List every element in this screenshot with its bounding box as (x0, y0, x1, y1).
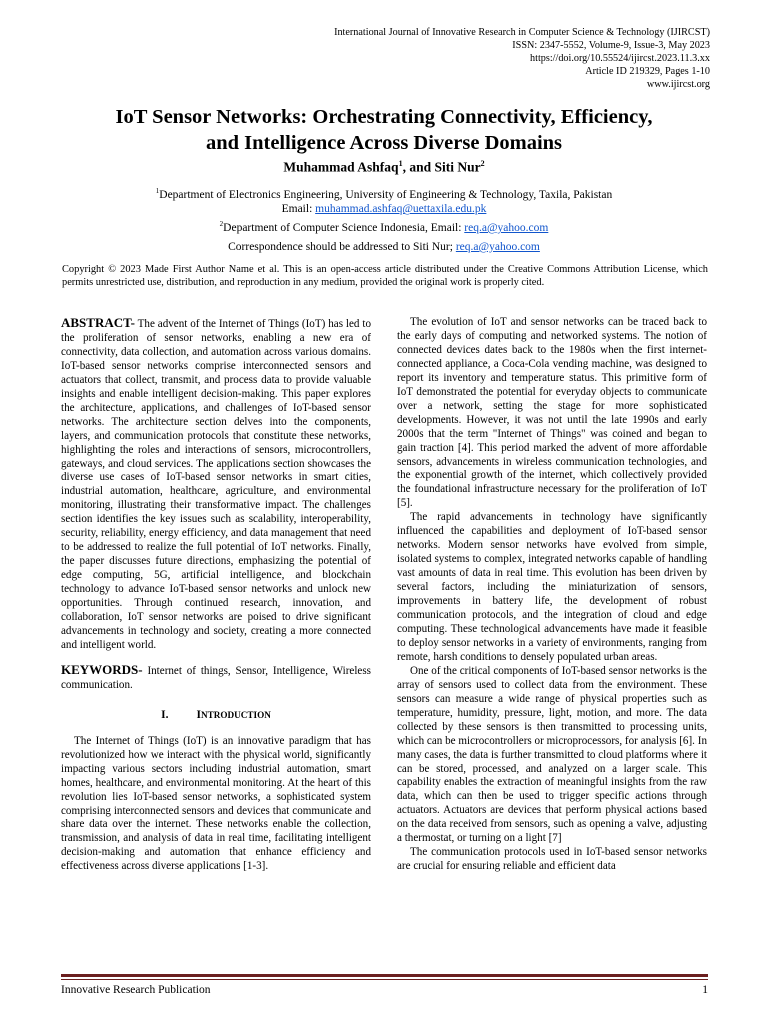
affiliation-1 (0, 184, 768, 202)
author-list (0, 159, 768, 176)
footer-publisher: Innovative Research Publication (61, 984, 211, 996)
email-link-1[interactable]: muhammad.ashfaq@uettaxila.edu.pk (315, 203, 487, 216)
author-2-sup: 2 (480, 159, 485, 168)
affiliations (0, 184, 768, 235)
affiliation-1-sup: 1 (155, 187, 160, 195)
correspondence-email-link[interactable]: req.a@yahoo.com (455, 241, 540, 253)
footer-rule-thin (61, 979, 708, 980)
keywords-text: Internet of things, Sensor, Intelligence, Wireless communication. (61, 664, 371, 691)
journal-header (334, 26, 710, 91)
title-line-2: and Intelligence Across Diverse Domains (205, 132, 563, 154)
affiliation-2-dept: Department of Computer Science Indonesia, Email: (223, 221, 465, 234)
journal-name: International Journal of Innovative Research in Computer Science & Technology (IJIRCST) (334, 27, 710, 38)
left-column (61, 316, 371, 874)
correspondence (0, 241, 768, 253)
section-number: I. (161, 708, 169, 721)
footer-rule-thick (61, 974, 708, 977)
keywords-heading: KEYWORDS- (61, 661, 143, 677)
doi-line: https://doi.org/10.55524/ijircst.2023.11.3.xx (530, 53, 710, 64)
email-label: Email: (281, 203, 316, 216)
footer-page-number: 1 (702, 984, 708, 996)
keywords (61, 663, 371, 693)
copyright-notice: Copyright © 2023 Made First Author Name et al. This is an open-access article distributed under the Creative Commons Attribution License, which permits unrestricted use, distribution, and reproduction in any medium, provided the original work is properly cited. (62, 264, 708, 288)
abstract (61, 316, 371, 653)
issn-line: ISSN: 2347-5552, Volume-9, Issue-3, May 2023 (512, 40, 710, 51)
article-id-line: Article ID 219329, Pages 1-10 (585, 66, 710, 77)
abstract-text: The advent of the Internet of Things (IoT) has led to the proliferation of sensor networks, enabling a new era of connectivity, data collection, and automation across various domains. IoT-based sensor networks comprise interconnected sensors and actuators that collect, transmit, and process data to provide valuable insights and enable intelligent decision-making. This paper explores the architecture, applications, and challenges of IoT-based sensor networks. The architecture section delves into the components, layers, and communication protocols that constitute these networks, highlighting the roles and interactions of sensors, microcontrollers, gateways, and cloud services. The applications section showcases the diverse use cases of IoT-based sensor networks in smart cities, industrial automation, healthcare, agriculture, and environmental monitoring, illustrating their transformative impact. The challenges section identifies the key issues such as scalability, interoperability, security, reliability, energy efficiency, and data management that need to be addressed to realize the full potential of IoT networks. Finally, the paper discusses future directions, emphasizing the potential of edge computing, 5G, artificial intelligence, and blockchain technology to advance IoT-based sensor networks and unlock new opportunities. Through continued research, innovation, and collaboration, IoT sensor networks are poised to drive significant advancements in technology and society, creating a more connected and intelligent world. (61, 318, 371, 651)
paragraph-3: The rapid advancements in technology have significantly influenced the capabilities and deployment of IoT-based sensor networks. Modern sensor networks have evolved from simple, isolated systems to complex, integrated networks capable of handling vast amounts of data in real time. This evolution has been driven by several factors, including the miniaturization of sensors, improvements in battery life, the development of robust communication protocols, and the integration of cloud and edge computing. These technological advancements have made it feasible to deploy sensor networks in a variety of environments, ranging from remote, harsh conditions to densely populated urban areas. (397, 511, 707, 663)
author-joiner: , and Siti Nur (402, 159, 481, 175)
author-1-sup: 1 (398, 159, 403, 168)
section-heading-introduction (61, 709, 371, 723)
abstract-heading: ABSTRACT- (61, 315, 135, 330)
paragraph-4: One of the critical components of IoT-based sensor networks is the array of sensors used to collect data from the environment. These sensors can measure a wide range of physical properties such as temperature, humidity, pressure, light, motion, and more. The data collected by these sensors is then transmitted to processing units, which can be microcontrollers or microprocessors, for analysis [6]. In many cases, the data is further transmitted to cloud platforms where it can be stored, processed, and analyzed on a larger scale. This capability enables the extraction of meaningful insights from the raw data, which can then be used to trigger specific actions through actuators. Actuators are devices that perform physical actions based on the data received from sensors, such as opening a valve, adjusting a thermostat, or turning on a light [7] (397, 664, 707, 845)
affiliation-1-email-line (0, 202, 768, 217)
title-line-1: IoT Sensor Networks: Orchestrating Connectivity, Efficiency, (115, 106, 653, 128)
author-1: Muhammad Ashfaq (283, 159, 399, 175)
email-link-2[interactable]: req.a@yahoo.com (464, 221, 549, 234)
correspondence-text: Correspondence should be addressed to Siti Nur; (228, 241, 456, 253)
right-column (397, 316, 707, 874)
section-title-first: I (196, 708, 201, 721)
website-line: www.ijircst.org (646, 79, 710, 90)
section-title-rest: NTRODUCTION (200, 709, 271, 720)
affiliation-2-sup: 2 (219, 220, 224, 229)
paper-title (40, 104, 728, 156)
affiliation-2 (0, 217, 768, 235)
paragraph-2: The evolution of IoT and sensor networks can be traced back to the early days of computing and networked systems. The notion of connected devices dates back to the 1980s when the first internet-connected appliance, a Coca-Cola vending machine, was designed to report its inventory and temperature status. This primitive form of IoT demonstrated the potential for everyday objects to communicate over a network, setting the stage for more sophisticated developments. However, it was not until the late 1990s and early 2000s that the term "Internet of Things" was coined and began to gain traction [4]. This period marked the advent of more affordable sensors, advancements in wireless communication technologies, and the exponential growth of the internet, which collectively provided the foundational infrastructure necessary for the proliferation of IoT [5]. (397, 316, 707, 510)
paragraph-1: The Internet of Things (IoT) is an innovative paradigm that has revolutionized how we interact with the physical world, significantly impacting various sectors including industrial automation, smart homes, healthcare, and environmental monitoring. At the heart of this revolution lies IoT-based sensor networks, a sophisticated system comprising interconnected sensors and devices that communicate and share data over the internet. These networks enable the collection, transmission, and analysis of data in real time, facilitating intelligent decision-making and automation that enhance efficiency and effectiveness across diverse applications [1-3]. (61, 734, 371, 873)
paragraph-5: The communication protocols used in IoT-based sensor networks are crucial for ensuring reliable and efficient data (397, 846, 707, 873)
affiliation-1-dept: Department of Electronics Engineering, University of Engineering & Technology, Taxila, Pakistan (159, 188, 613, 201)
